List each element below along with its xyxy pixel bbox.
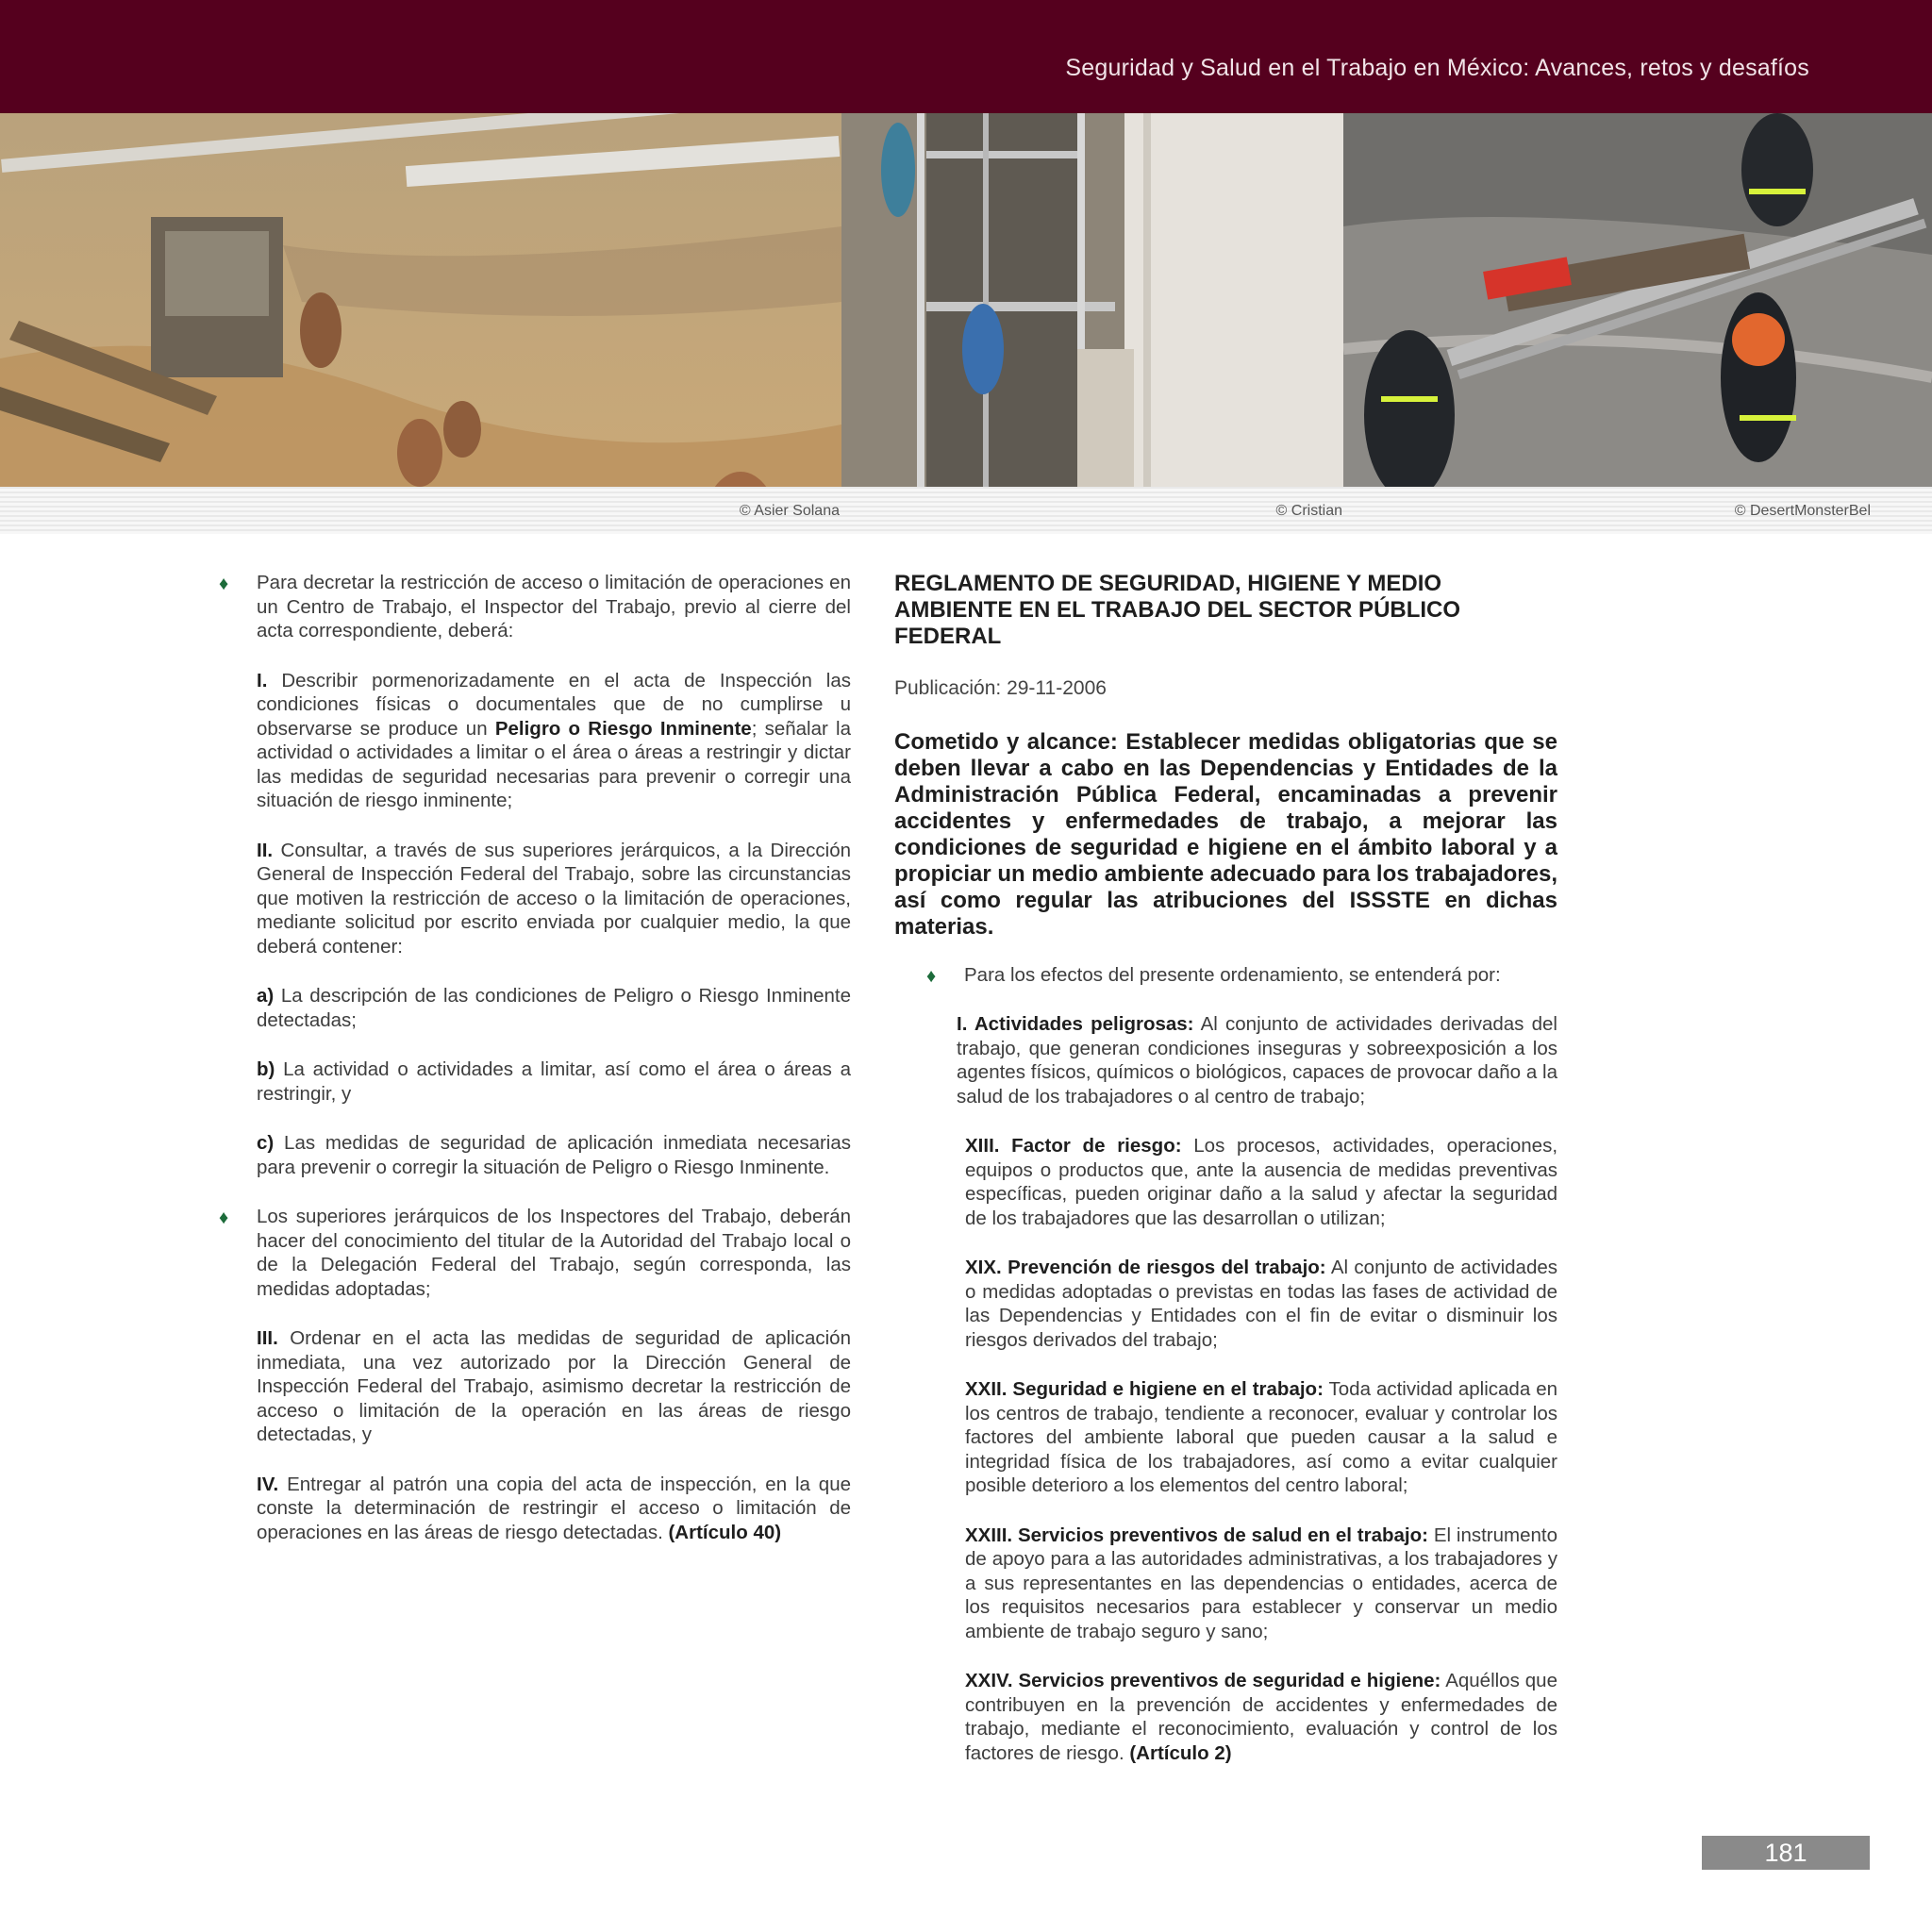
definition-item [965,1669,1557,1765]
article-reference: (Artículo 2) [1129,1741,1232,1764]
item-number: a) [257,985,275,1007]
definition-item [965,1524,1557,1644]
item-text: La actividad o actividades a limitar, así como el área o áreas a restringir, y [257,1058,851,1105]
definition-text: Al conjunto de actividades derivadas del trabajo, que generan condiciones inseguras y sobreexposición a los agentes físicos, químicos o biológicos, capaces de provocar daño a la salud de los trabajadores o al centro de trabajo; [957,1013,1557,1108]
paragraph: Para decretar la restricción de acceso o limitación de operaciones en un Centro de Trabajo, el Inspector del Trabajo, previo al cierre del acta correspondiente, deberá: [257,572,851,641]
item-i [257,669,851,813]
article-reference: (Artículo 40) [668,1521,782,1543]
photo-credit-2: © Cristian [1275,503,1342,519]
item-text: ; señalar la actividad o actividades a limitar o el área o áreas a restringir y dictar las medidas de seguridad necesarias para prevenir o corregir una situación de riesgo inminente; [257,717,852,811]
right-column [894,571,1557,1790]
definition-item [965,1134,1557,1230]
item-text: Describir pormenorizadamente en el acta de Inspección las condiciones físicas o documentales que de no cumplirse u observarse se produce un [257,669,851,740]
photo-credit-1: © Asier Solana [739,503,840,519]
page-header [0,0,1932,113]
item-iv [257,1473,851,1545]
definition-term: XXII. Seguridad e higiene en el trabajo: [965,1378,1324,1400]
photo-credits-bar [0,487,1932,534]
definition-text: Al conjunto de actividades o medidas adoptadas o previstas en todas las fases de actividad de las Dependencias y Entidades con el fin de evitar o disminuir los riesgos derivados del trabajo; [965,1257,1557,1351]
item-text: Entregar al patrón una copia del acta de inspección, en la que conste la determinación de restringir el acceso o limitación de operaciones en las áreas de riesgo detectadas. [257,1473,851,1543]
definition-text: Los procesos, actividades, operaciones, equipos o productos que, ante la ausencia de medidas preventivas específicas, pueden originar daño a la salud y afectar la seguridad de los trabajadores que las desarrollan o utilizan; [965,1135,1558,1229]
definition-term: XXIII. Servicios preventivos de salud en el trabajo: [965,1524,1428,1546]
definition-text: El instrumento de apoyo para a las autoridades administrativas, a los trabajadores y a sus representantes en las dependencias o entidades, acerca de los requisitos necesarios para establecer y conservar un medio ambiente de trabajo seguro y sano; [965,1524,1558,1642]
paragraph: Para los efectos del presente ordenamiento, se entenderá por: [964,963,1501,986]
definition-text: Toda actividad aplicada en los centros de trabajo, tendiente a reconocer, evaluar y controlar los factores del ambiente laboral que pueden causar a la salud e integridad física de los trabajadores, así como a evitar cualquier posible deterioro a los elementos del centro laboral; [965,1378,1558,1496]
bullet-item [219,1205,851,1301]
bullet-diamond-icon: ♦ [219,574,229,594]
bullet-item [219,571,851,643]
item-number: c) [257,1132,275,1154]
bullet-diamond-icon: ♦ [926,965,937,987]
item-number: II. [257,839,274,861]
photo-strip [0,113,1932,487]
definition-term: XIII. Factor de riesgo: [965,1135,1182,1157]
item-number: IV. [257,1473,279,1495]
bullet-diamond-icon: ♦ [219,1208,229,1228]
item-b [257,1058,851,1106]
item-ii [257,839,851,959]
item-text: Ordenar en el acta las medidas de seguridad de aplicación inmediata, una vez autorizado por la Dirección General de Inspección Federal del Trabajo, asimismo decretar la restricción de acceso o limitación de la operación en las áreas de riesgo detectadas, y [257,1327,851,1445]
header-title: Seguridad y Salud en el Trabajo en México: Avances, retos y desafíos [1065,55,1809,81]
definition-term: XIX. Prevención de riesgos del trabajo: [965,1257,1326,1278]
photo-mud-workers [0,113,841,487]
item-text: La descripción de las condiciones de Peligro o Riesgo Inminente detectadas; [257,985,851,1031]
definition-item [957,1012,1557,1108]
paragraph: Los superiores jerárquicos de los Inspectores del Trabajo, deberán hacer del conocimiento del titular de la Autoridad del Trabajo local o de la Delegación Federal del Trabajo, según corresponda, las medidas adoptadas; [257,1206,851,1300]
item-emphasis: Peligro o Riesgo Inminente [494,717,752,740]
item-number: b) [257,1058,275,1080]
regulation-heading: REGLAMENTO DE SEGURIDAD, HIGIENE Y MEDIO AMBIENTE EN EL TRABAJO DEL SECTOR PÚBLICO FEDERAL [894,571,1461,649]
item-number: III. [257,1327,278,1349]
publication-date: Publicación: 29-11-2006 [894,677,1107,699]
left-column [219,571,852,1570]
photo-firefighters [1343,113,1932,487]
definition-term: XXIV. Servicios preventivos de seguridad e higiene: [965,1670,1441,1691]
item-number: I. [257,669,268,691]
page-number: 181 [1702,1836,1870,1870]
scope-statement: Cometido y alcance: Establecer medidas obligatorias que se deben llevar a cabo en las Dependencias y Entidades de la Administración Pública Federal, encaminadas a prevenir accidentes y enfermedades de trabajo, a mejorar las condiciones de seguridad e higiene en el ámbito laboral y a propiciar un medio ambiente adecuado para los trabajadores, así como regular las atribuciones del ISSSTE en dichas materias. [894,728,1557,940]
definition-item [965,1377,1557,1498]
item-iii [257,1326,851,1447]
definition-text: Aquéllos que contribuyen en la prevención de accidentes y enfermedades de trabajo, mediante el reconocimiento, evaluación y control de los factores de riesgo. [965,1670,1557,1764]
item-c [257,1131,851,1179]
item-a [257,984,851,1032]
definition-item [965,1256,1557,1352]
definition-term: I. Actividades peligrosas: [957,1013,1194,1035]
photo-scaffolding [841,113,1343,487]
item-text: Las medidas de seguridad de aplicación inmediata necesarias para prevenir o corregir la situación de Peligro o Riesgo Inminente. [257,1132,851,1178]
bullet-item [926,963,1557,988]
item-text: Consultar, a través de sus superiores jerárquicos, a la Dirección General de Inspección Federal del Trabajo, sobre las circunstancias que motiven la restricción de acceso o la limitación de operaciones, mediante solicitud por escrito enviada por cualquier medio, la que deberá contener: [257,839,851,958]
photo-credit-3: © DesertMonsterBel [1734,503,1871,519]
